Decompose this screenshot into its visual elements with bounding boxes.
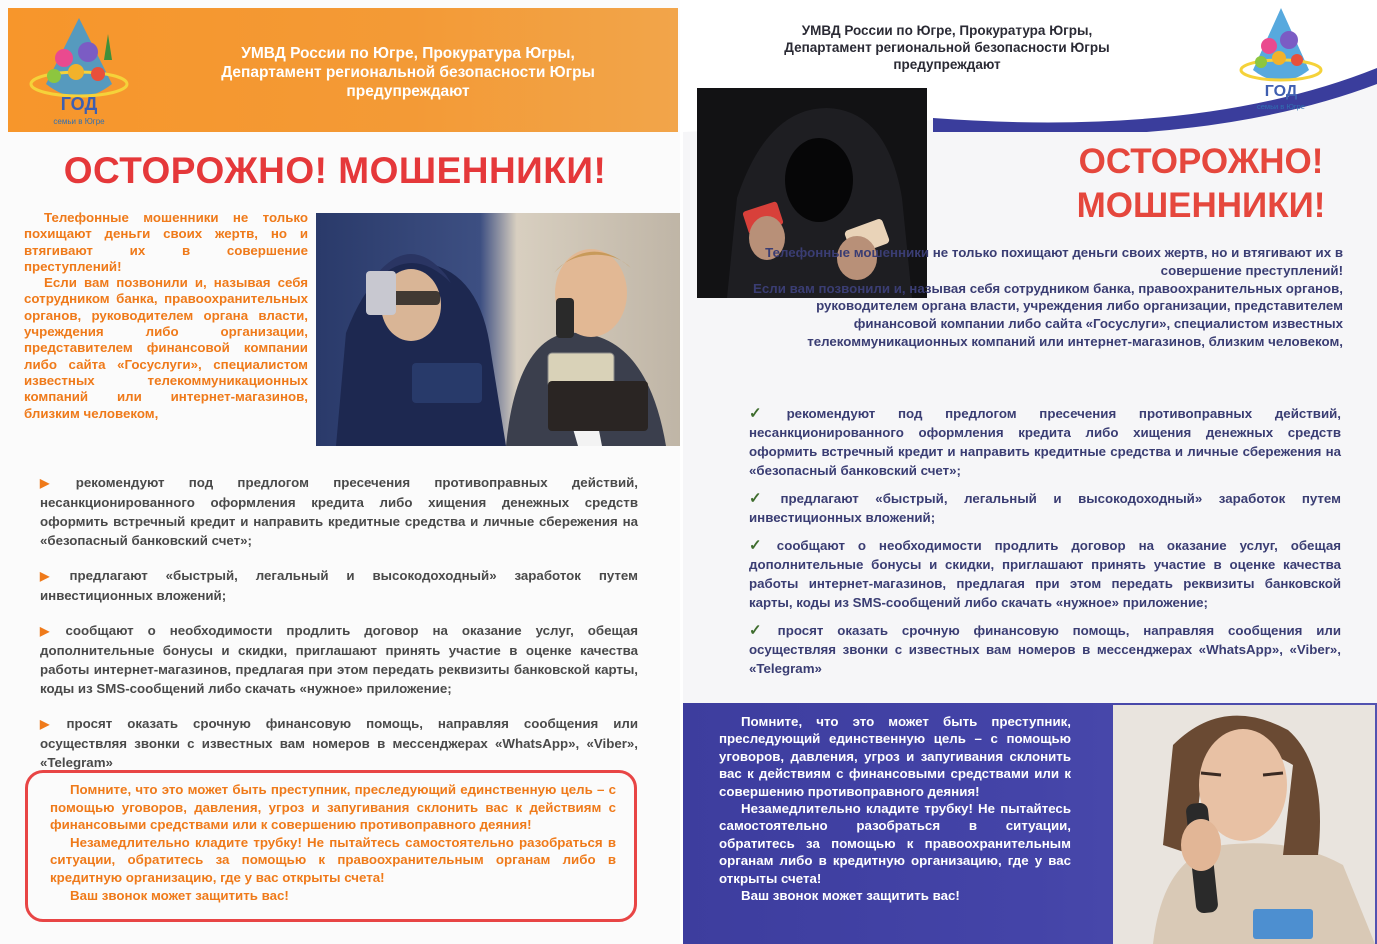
triangle-bullet-icon: ▶ (40, 476, 70, 490)
warning-closing-line: Ваш звонок может защитить вас! (741, 888, 960, 904)
year-of-family-logo (24, 14, 134, 128)
intro-paragraph: Если вам позвонили и, называя себя сотрудником банка, правоохранительных органов, руководителем органа власти, учреждения либо организации, представителем финансовой компании либо сайта «Госуслуги», специалистом известных телекоммуникационных компаний или интернет-магазинов, близким человеком, (24, 275, 308, 421)
warning-bullet-list (40, 473, 638, 788)
intro-paragraph: Телефонные мошенники не только похищают деньги своих жертв, но и втягивают их в совершение преступлений! (765, 245, 1343, 278)
list-item: ▶ просят оказать срочную финансовую помощь, направляя сообщения или осуществляя звонки с известных вам номеров в мессенджерах «WhatsApp», «Viber», «Telegram» (40, 716, 638, 770)
triangle-bullet-icon: ▶ (40, 569, 64, 583)
intro-paragraph: Если вам позвонили и, называя себя сотрудником банка, правоохранительных органов, руководителем органа власти, учреждения либо организации, представителем финансовой компании либо сайта «Госуслуги», специалистом известных телекоммуникационных компаний или интернет-магазинов, близким человеком, (753, 280, 1343, 349)
list-item: ✓ предлагают «быстрый, легальный и высокодоходный» заработок путем инвестиционных вложений; (749, 490, 1341, 525)
list-item: ✓ рекомендуют под предлогом пресечения противоправных действий, несанкционированного оформления кредита либо хищения денежных средств оформить встречный кредит и направить кредитные средства и личные сбережения на «безопасный банковский счет»; (749, 405, 1341, 478)
checkmark-bullet-icon: ✓ (749, 537, 771, 554)
fraudster-and-victim-photo (316, 213, 680, 446)
intro-text (24, 210, 308, 422)
year-of-family-logo (1235, 4, 1327, 116)
warning-closing-line: Ваш звонок может защитить вас! (70, 887, 289, 903)
intro-paragraph: Телефонные мошенники не только похищают деньги своих жертв, но и втягивают их в совершение преступлений! (24, 210, 308, 274)
header-organizations-text: УМВД России по Югре, Прокуратура Югры, Департамент региональной безопасности Югры предупреждают (221, 45, 595, 100)
left-header-band (8, 8, 678, 132)
leaflet-left (0, 0, 680, 944)
triangle-bullet-icon: ▶ (40, 717, 61, 731)
svg-text:ГОД: ГОД (1264, 83, 1298, 100)
header-organizations-text: УМВД России по Югре, Прокуратура Югры, Департамент региональной безопасности Югры предупреждают (784, 23, 1110, 72)
warning-paragraph: Помните, что это может быть преступник, преследующий единственную цель – с помощью уговоров, давления, угроз и запугивания склонить вас к действиям с финансовыми средствами или к совершению противоправного деяния! (719, 714, 1071, 799)
warning-paragraph: Незамедлительно кладите трубку! Не пытайтесь самостоятельно разобраться в ситуации, обратитесь за помощью к правоохранительным органам либо в кредитную организацию, где у вас открыты счета! (719, 801, 1071, 886)
warning-bullet-list (749, 404, 1341, 687)
checkmark-bullet-icon: ✓ (749, 622, 772, 639)
page-title: ОСТОРОЖНО! МОШЕННИКИ! (63, 150, 607, 191)
warning-paragraph: Незамедлительно кладите трубку! Не пытайтесь самостоятельно разобраться в ситуации, обратитесь за помощью к правоохранительным органам либо в кредитную организацию, где у вас открыты счета! (50, 834, 616, 885)
checkmark-bullet-icon: ✓ (749, 405, 781, 422)
svg-text:ГОД: ГОД (60, 94, 98, 114)
woman-on-phone-photo (1113, 705, 1375, 944)
warning-box (25, 770, 637, 922)
page-title: ОСТОРОЖНО! МОШЕННИКИ! (1076, 142, 1326, 225)
checkmark-bullet-icon: ✓ (749, 490, 775, 507)
intro-text (753, 244, 1343, 351)
warning-paragraph: Помните, что это может быть преступник, преследующий единственную цель – с помощью уговоров, давления, угроз и запугивания склонить вас к действиям с финансовыми средствами или к совершению противоправного деяния! (50, 782, 616, 833)
leaflet-right (683, 0, 1377, 944)
warning-panel (683, 703, 1377, 944)
list-item: ✓ сообщают о необходимости продлить договор на оказание услуг, обещая дополнительные бонусы и скидки, приглашают принять участие в оценке качества работы интернет-магазинов, предлагая при этом передать реквизиты банковской карты, коды из SMS-сообщений либо скачать «нужное» приложение; (749, 537, 1341, 610)
list-item: ▶ сообщают о необходимости продлить договор на оказание услуг, обещая дополнительные бонусы и скидки, приглашают принять участие в оценке качества работы интернет-магазинов, предлагая при этом передать реквизиты банковской карты, коды из SMS-сообщений либо скачать «нужное» приложение; (40, 623, 638, 696)
list-item: ▶ предлагают «быстрый, легальный и высокодоходный» заработок путем инвестиционных вложений; (40, 568, 638, 603)
list-item: ✓ просят оказать срочную финансовую помощь, направляя сообщения или осуществляя звонки с известных вам номеров в мессенджерах «WhatsApp», «Viber», «Telegram» (749, 622, 1341, 676)
warning-box (719, 713, 1071, 904)
list-item: ▶ рекомендуют под предлогом пресечения противоправных действий, несанкционированного оформления кредита либо хищения денежных средств оформить встречный кредит и направить кредитные средства и личные сбережения на «безопасный банковский счет»; (40, 475, 638, 548)
triangle-bullet-icon: ▶ (40, 624, 60, 638)
svg-text:семьи в Югре: семьи в Югре (53, 117, 105, 126)
svg-text:семьи в Югре: семьи в Югре (1257, 102, 1305, 111)
